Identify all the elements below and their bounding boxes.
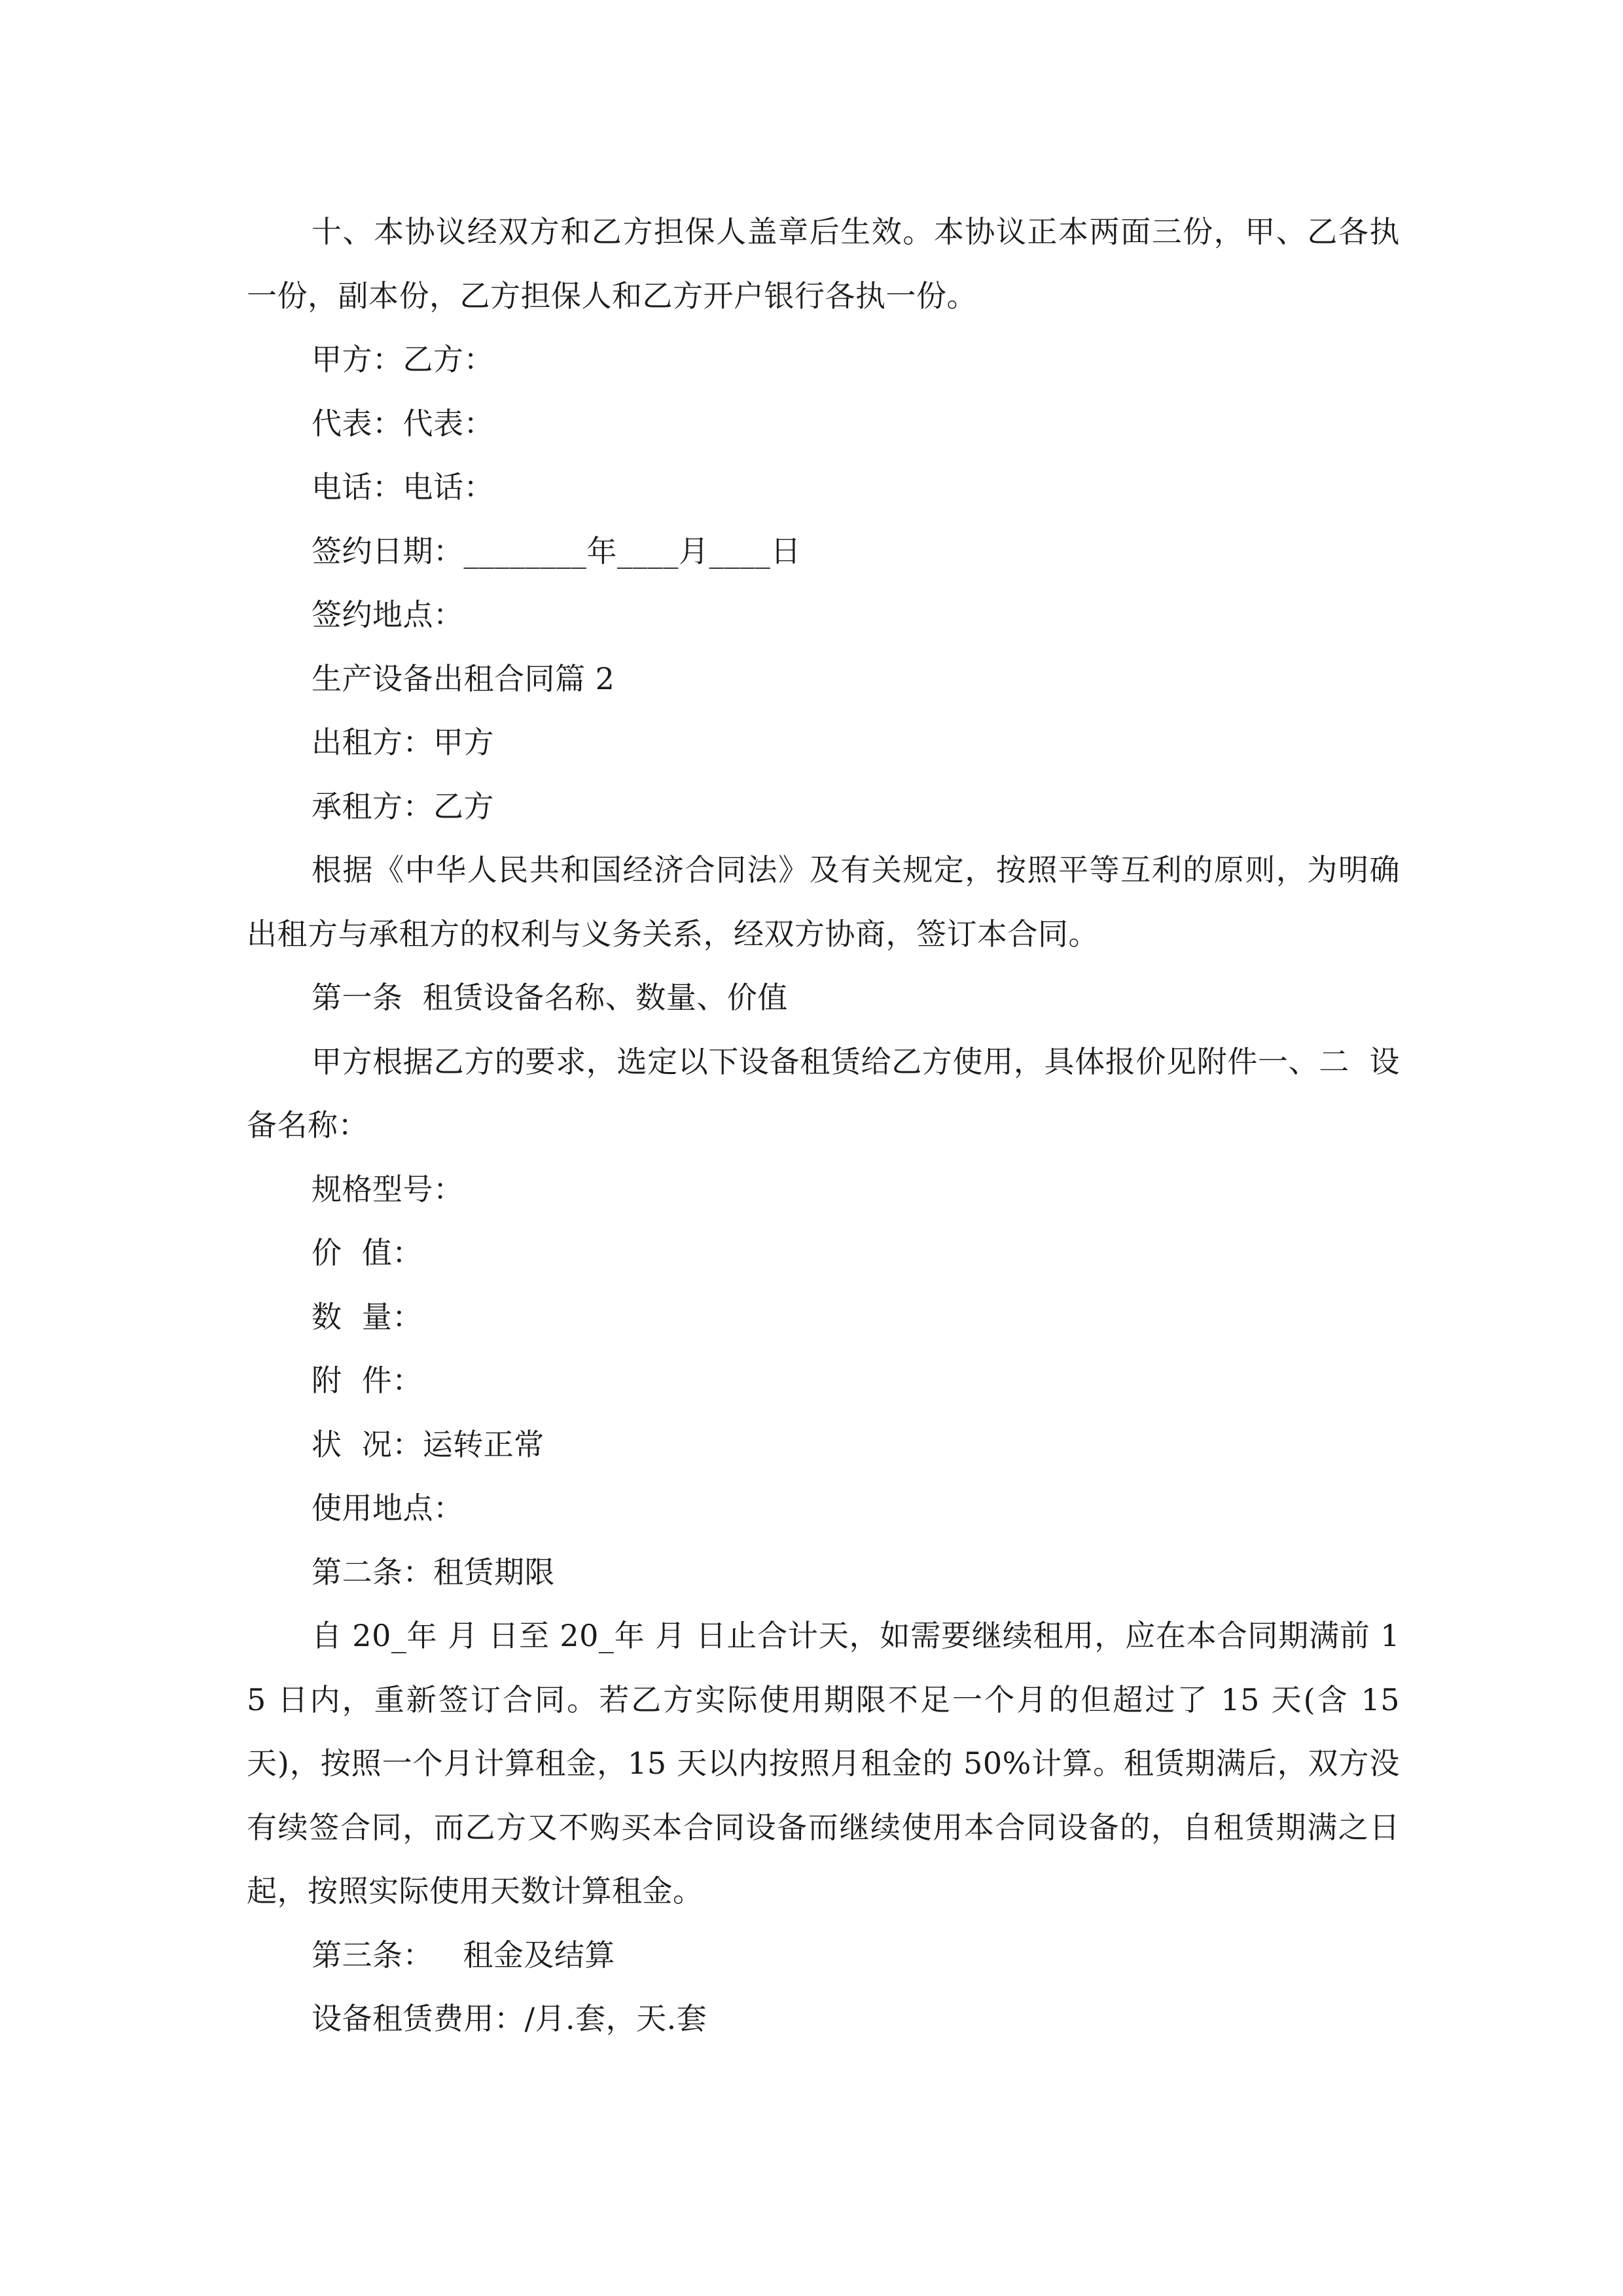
- paragraph-parties: 甲方：乙方：: [312, 342, 494, 377]
- field-condition: 状 况：运转正常: [312, 1426, 544, 1462]
- article-2-heading: 第二条：租赁期限: [312, 1554, 555, 1590]
- article-1-heading: 第一条 租赁设备名称、数量、价值: [312, 980, 788, 1015]
- field-location: 使用地点：: [312, 1490, 464, 1526]
- field-rental-fee: 设备租赁费用：/月.套，天.套: [312, 2001, 707, 2036]
- paragraph-lessee: 承租方：乙方: [312, 788, 494, 824]
- paragraph-effectiveness-clause: 十、本协议经双方和乙方担保人盖章后生效。本协议正本两面三份，甲、乙各执一份，副本份，乙方担保人和乙方开户银行各执一份。: [247, 214, 1400, 314]
- article-1-body: 甲方根据乙方的要求，选定以下设备租赁给乙方使用，具体报价见附件一、二 设备名称：: [247, 1043, 1400, 1143]
- field-model-spec: 规格型号：: [312, 1171, 464, 1207]
- article-2-body: 自 20_年 月 日至 20_年 月 日止合计天，如需要继续租用，应在本合同期满前 15 日内，重新签订合同。若乙方实际使用期限不足一个月的但超过了 15 天(含 15 天)，按照一个月计算租金，15 天以内按照月租金的 50%计算。租赁期满后，双方没有续签合同，而乙方又不购买本合同设备而继续使用本合同设备的，自租赁期满之日起，按照实际使用天数计算租金。: [247, 1618, 1410, 1909]
- article-3-heading: 第三条： 租金及结算: [312, 1937, 615, 1973]
- paragraph-preamble: 根据《中华人民共和国经济合同法》及有关规定，按照平等互利的原则，为明确出租方与承租方的权利与义务关系，经双方协商，签订本合同。: [247, 852, 1400, 952]
- paragraph-lessor: 出租方：甲方: [312, 725, 494, 760]
- section-heading-contract-2: 生产设备出租合同篇 2: [312, 660, 615, 696]
- field-quantity: 数 量：: [312, 1299, 423, 1335]
- paragraph-phones: 电话：电话：: [312, 469, 494, 505]
- paragraph-representatives: 代表：代表：: [312, 405, 494, 441]
- field-attachments: 附 件：: [312, 1363, 423, 1398]
- document-body: [247, 200, 1410, 2051]
- paragraph-signing-date: 签约日期：________年____月____日: [312, 533, 801, 569]
- field-value: 价 值：: [312, 1235, 423, 1270]
- paragraph-signing-place: 签约地点：: [312, 597, 464, 632]
